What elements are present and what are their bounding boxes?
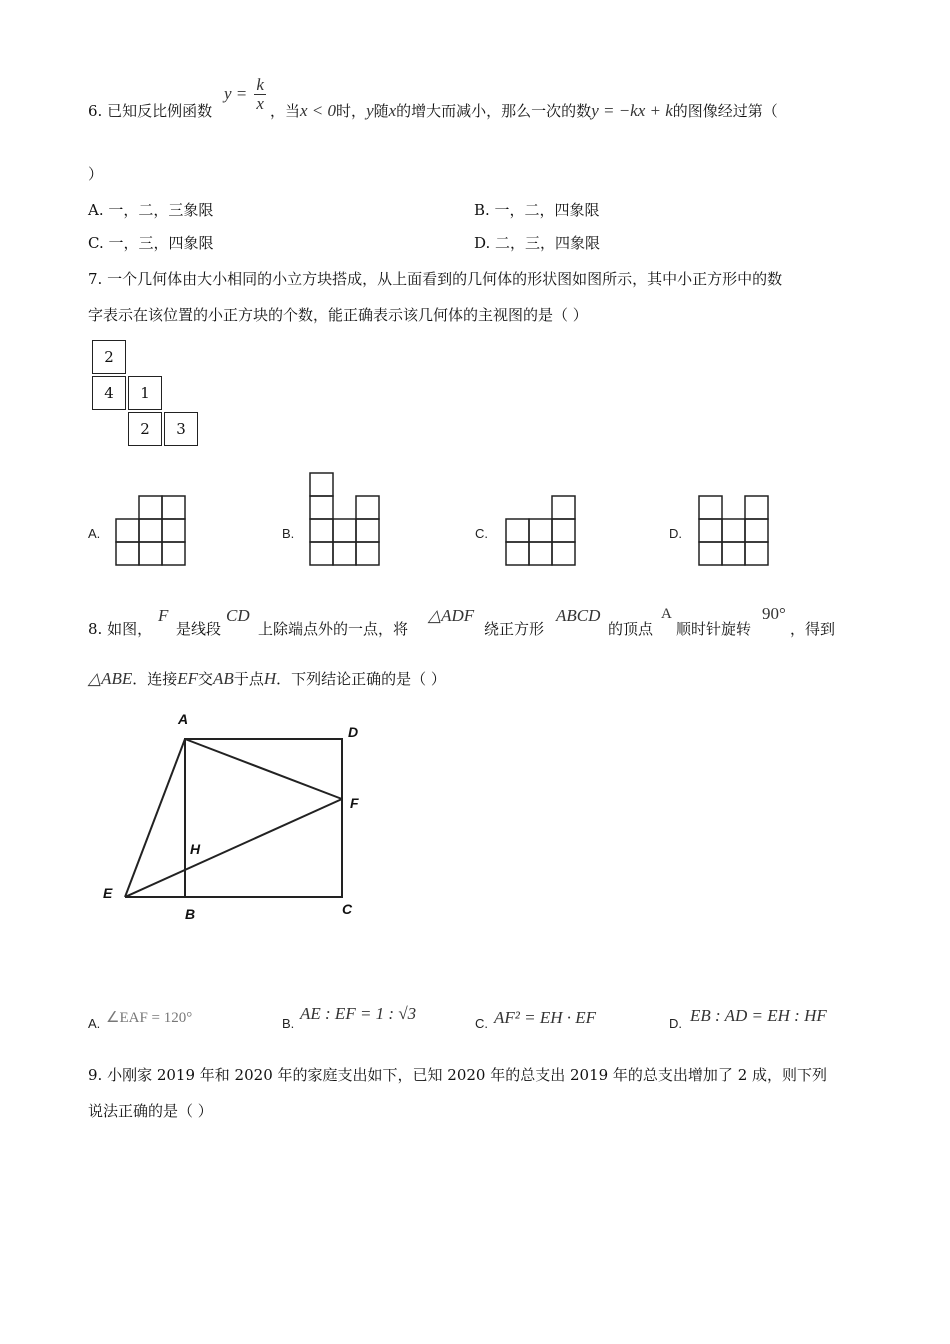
q8-text-seg: 上除端点外的一点，将 [258, 620, 409, 638]
q6-stem-rest: ，当x < 0时，y随x的增大而减小，那么一次的数y = −kx + k的图像经过第（ [270, 101, 778, 120]
q8-text-seg: 是线段 [176, 620, 222, 638]
point-label-b: B [185, 906, 196, 922]
q8-option-c-label[interactable]: C. [475, 1016, 488, 1031]
q8-option-b-label[interactable]: B. [282, 1016, 295, 1031]
q6-stem: 6. 已知反比例函数 [88, 102, 213, 120]
point-label-c: C [342, 901, 353, 917]
q8-option-c-expr[interactable]: AF² = EH · EF [494, 1008, 597, 1027]
grid-cell: 1 [128, 376, 162, 410]
q8-vertex-a: A [661, 606, 672, 622]
q8-var-cd: CD [226, 606, 250, 625]
q8-text-seg: 绕正方形 [484, 620, 545, 638]
q8-var-abcd: ABCD [556, 606, 601, 625]
q7-option-c-label[interactable]: C. [475, 526, 488, 541]
q7-line-1: 7. 一个几何体由大小相同的小立方块搭成，从上面看到的几何体的形状图如图所示，其中小正方形中的数 [88, 270, 783, 288]
point-label-d: D [348, 724, 359, 740]
square-abcd [185, 739, 342, 897]
q8-line-2: △ABE．连接EF交AB于点H．下列结论正确的是（ ） [88, 669, 446, 688]
segment-af [185, 739, 342, 799]
q6-close-paren: ） [88, 165, 104, 183]
q7-option-a-label[interactable]: A. [88, 526, 101, 541]
q8-option-b-expr[interactable]: AE : EF = 1 : √3 [300, 1004, 417, 1023]
point-label-f: F [350, 795, 359, 811]
point-label-h: H [190, 841, 201, 857]
q8-option-a-expr[interactable]: ∠EAF = 120° [106, 1010, 193, 1026]
q8-line-1: 8. 如图， [88, 620, 153, 638]
point-label-e: E [103, 885, 113, 901]
grid-cell: 3 [164, 412, 198, 446]
q8-var-adf: △ADF [428, 606, 475, 625]
q6-option-a[interactable]: A. 一，二，三象限 [88, 201, 214, 219]
grid-cell: 2 [128, 412, 162, 446]
q9-line-2: 说法正确的是（ ） [88, 1102, 213, 1120]
q8-option-d-expr[interactable]: EB : AD = EH : HF [690, 1006, 827, 1025]
q7-option-d-label[interactable]: D. [669, 526, 682, 541]
q6-option-c[interactable]: C. 一，三，四象限 [88, 234, 214, 252]
q7-option-b-label[interactable]: B. [282, 526, 295, 541]
q8-text-seg: 顺时针旋转 [676, 620, 752, 638]
q8-option-a-label[interactable]: A. [88, 1016, 101, 1031]
q8-var-f: F [158, 606, 169, 625]
q6-fraction: $\frac{k}{x}$ [256, 75, 264, 113]
q6-y-equals: y = [224, 84, 248, 103]
q8-text-seg: ，得到 [790, 620, 836, 638]
q9-line-1: 9. 小刚家 2019 年和 2020 年的家庭支出如下，已知 2020 年的总支出 2019 年的总支出增加了 2 成，则下列 [88, 1066, 828, 1084]
grid-cell: 2 [92, 340, 126, 374]
q6-option-b[interactable]: B. 一，二，四象限 [474, 201, 600, 219]
q8-text-seg: 的顶点 [608, 620, 654, 638]
q8-option-d-label[interactable]: D. [669, 1016, 682, 1031]
q8-angle-90: 90° [762, 604, 786, 623]
q6-option-d[interactable]: D. 二，三，四象限 [474, 234, 601, 252]
grid-cell: 4 [92, 376, 126, 410]
point-label-a: A [178, 711, 189, 727]
q7-line-2: 字表示在该位置的小正方块的个数，能正确表示该几何体的主视图的是（ ） [88, 306, 588, 324]
